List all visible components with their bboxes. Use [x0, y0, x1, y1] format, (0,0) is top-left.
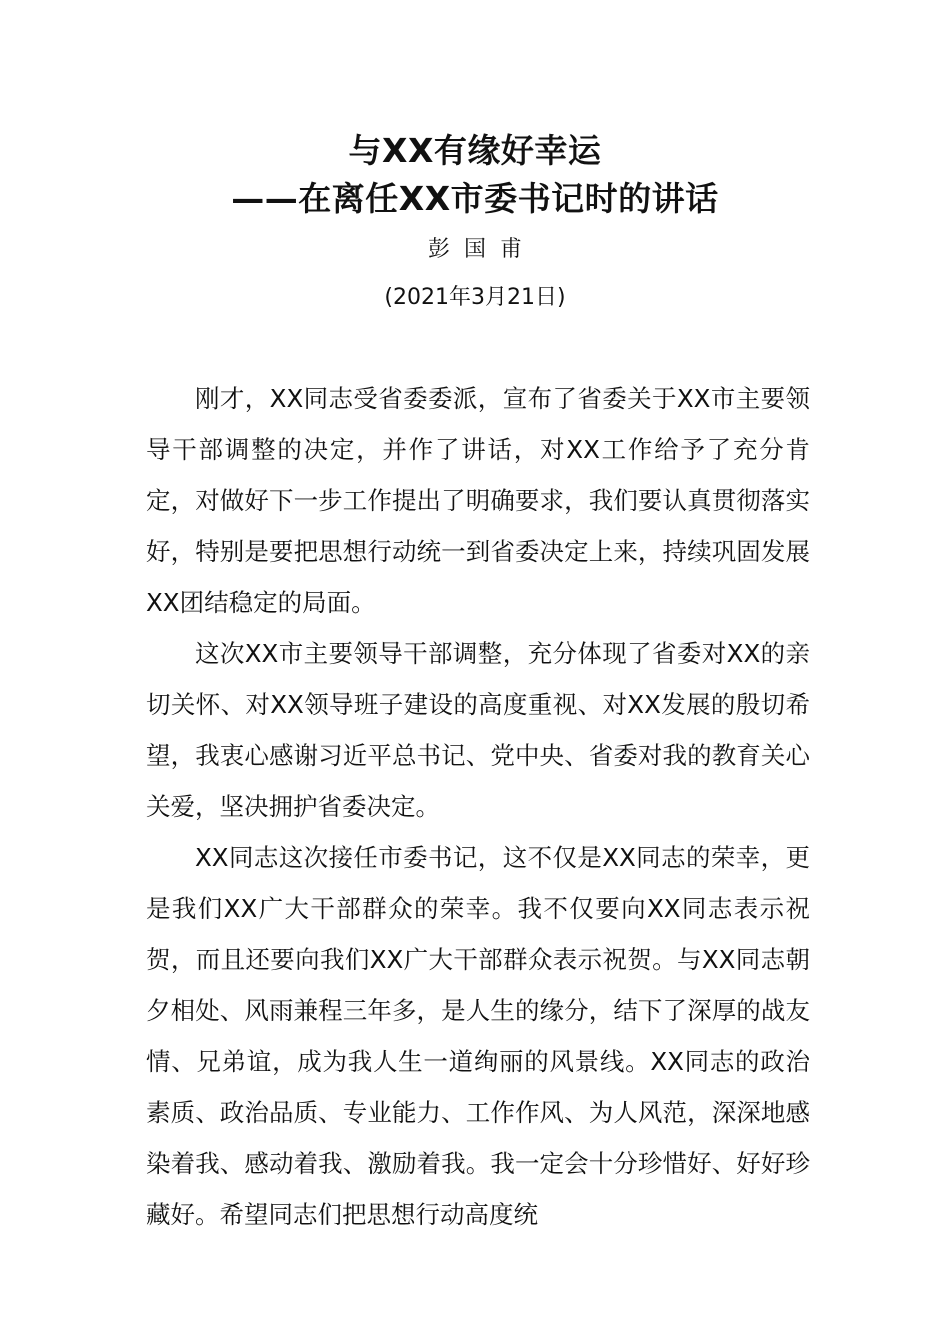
document-date: (2021年3月21日) [384, 285, 566, 310]
title-block [0, 128, 950, 315]
document-body [146, 373, 810, 1240]
paragraph-3: XX同志这次接任市委书记，这不仅是XX同志的荣幸，更是我们XX广大干部群众的荣幸。我不仅要向XX同志表示祝贺，而且还要向我们XX广大干部群众表示祝贺。与XX同志朝夕相处、风雨兼程三年多，是人生的缘分，结下了深厚的战友情、兄弟谊，成为我人生一道绚丽的风景线。XX同志的政治素质、政治品质、专业能力、工作作风、为人风范，深深地感染着我、感动着我、激励着我。我一定会十分珍惜好、好好珍藏好。希望同志们把思想行动高度统 [146, 843, 810, 1229]
document-subtitle: ——在离任XX市委书记时的讲话 [231, 179, 719, 218]
paragraph-1: 刚才，XX同志受省委委派，宣布了省委关于XX市主要领导干部调整的决定，并作了讲话，对XX工作给予了充分肯定，对做好下一步工作提出了明确要求，我们要认真贯彻落实好，特别是要把思想行动统一到省委决定上来，持续巩固发展XX团结稳定的局面。 [146, 384, 810, 617]
document-title: 与XX有缘好幸运 [348, 131, 602, 170]
document-author: 彭国甫 [427, 237, 536, 262]
paragraph-2: 这次XX市主要领导干部调整，充分体现了省委对XX的亲切关怀、对XX领导班子建设的高度重视、对XX发展的殷切希望，我衷心感谢习近平总书记、党中央、省委对我的教育关心关爱，坚决拥护省委决定。 [146, 639, 810, 821]
